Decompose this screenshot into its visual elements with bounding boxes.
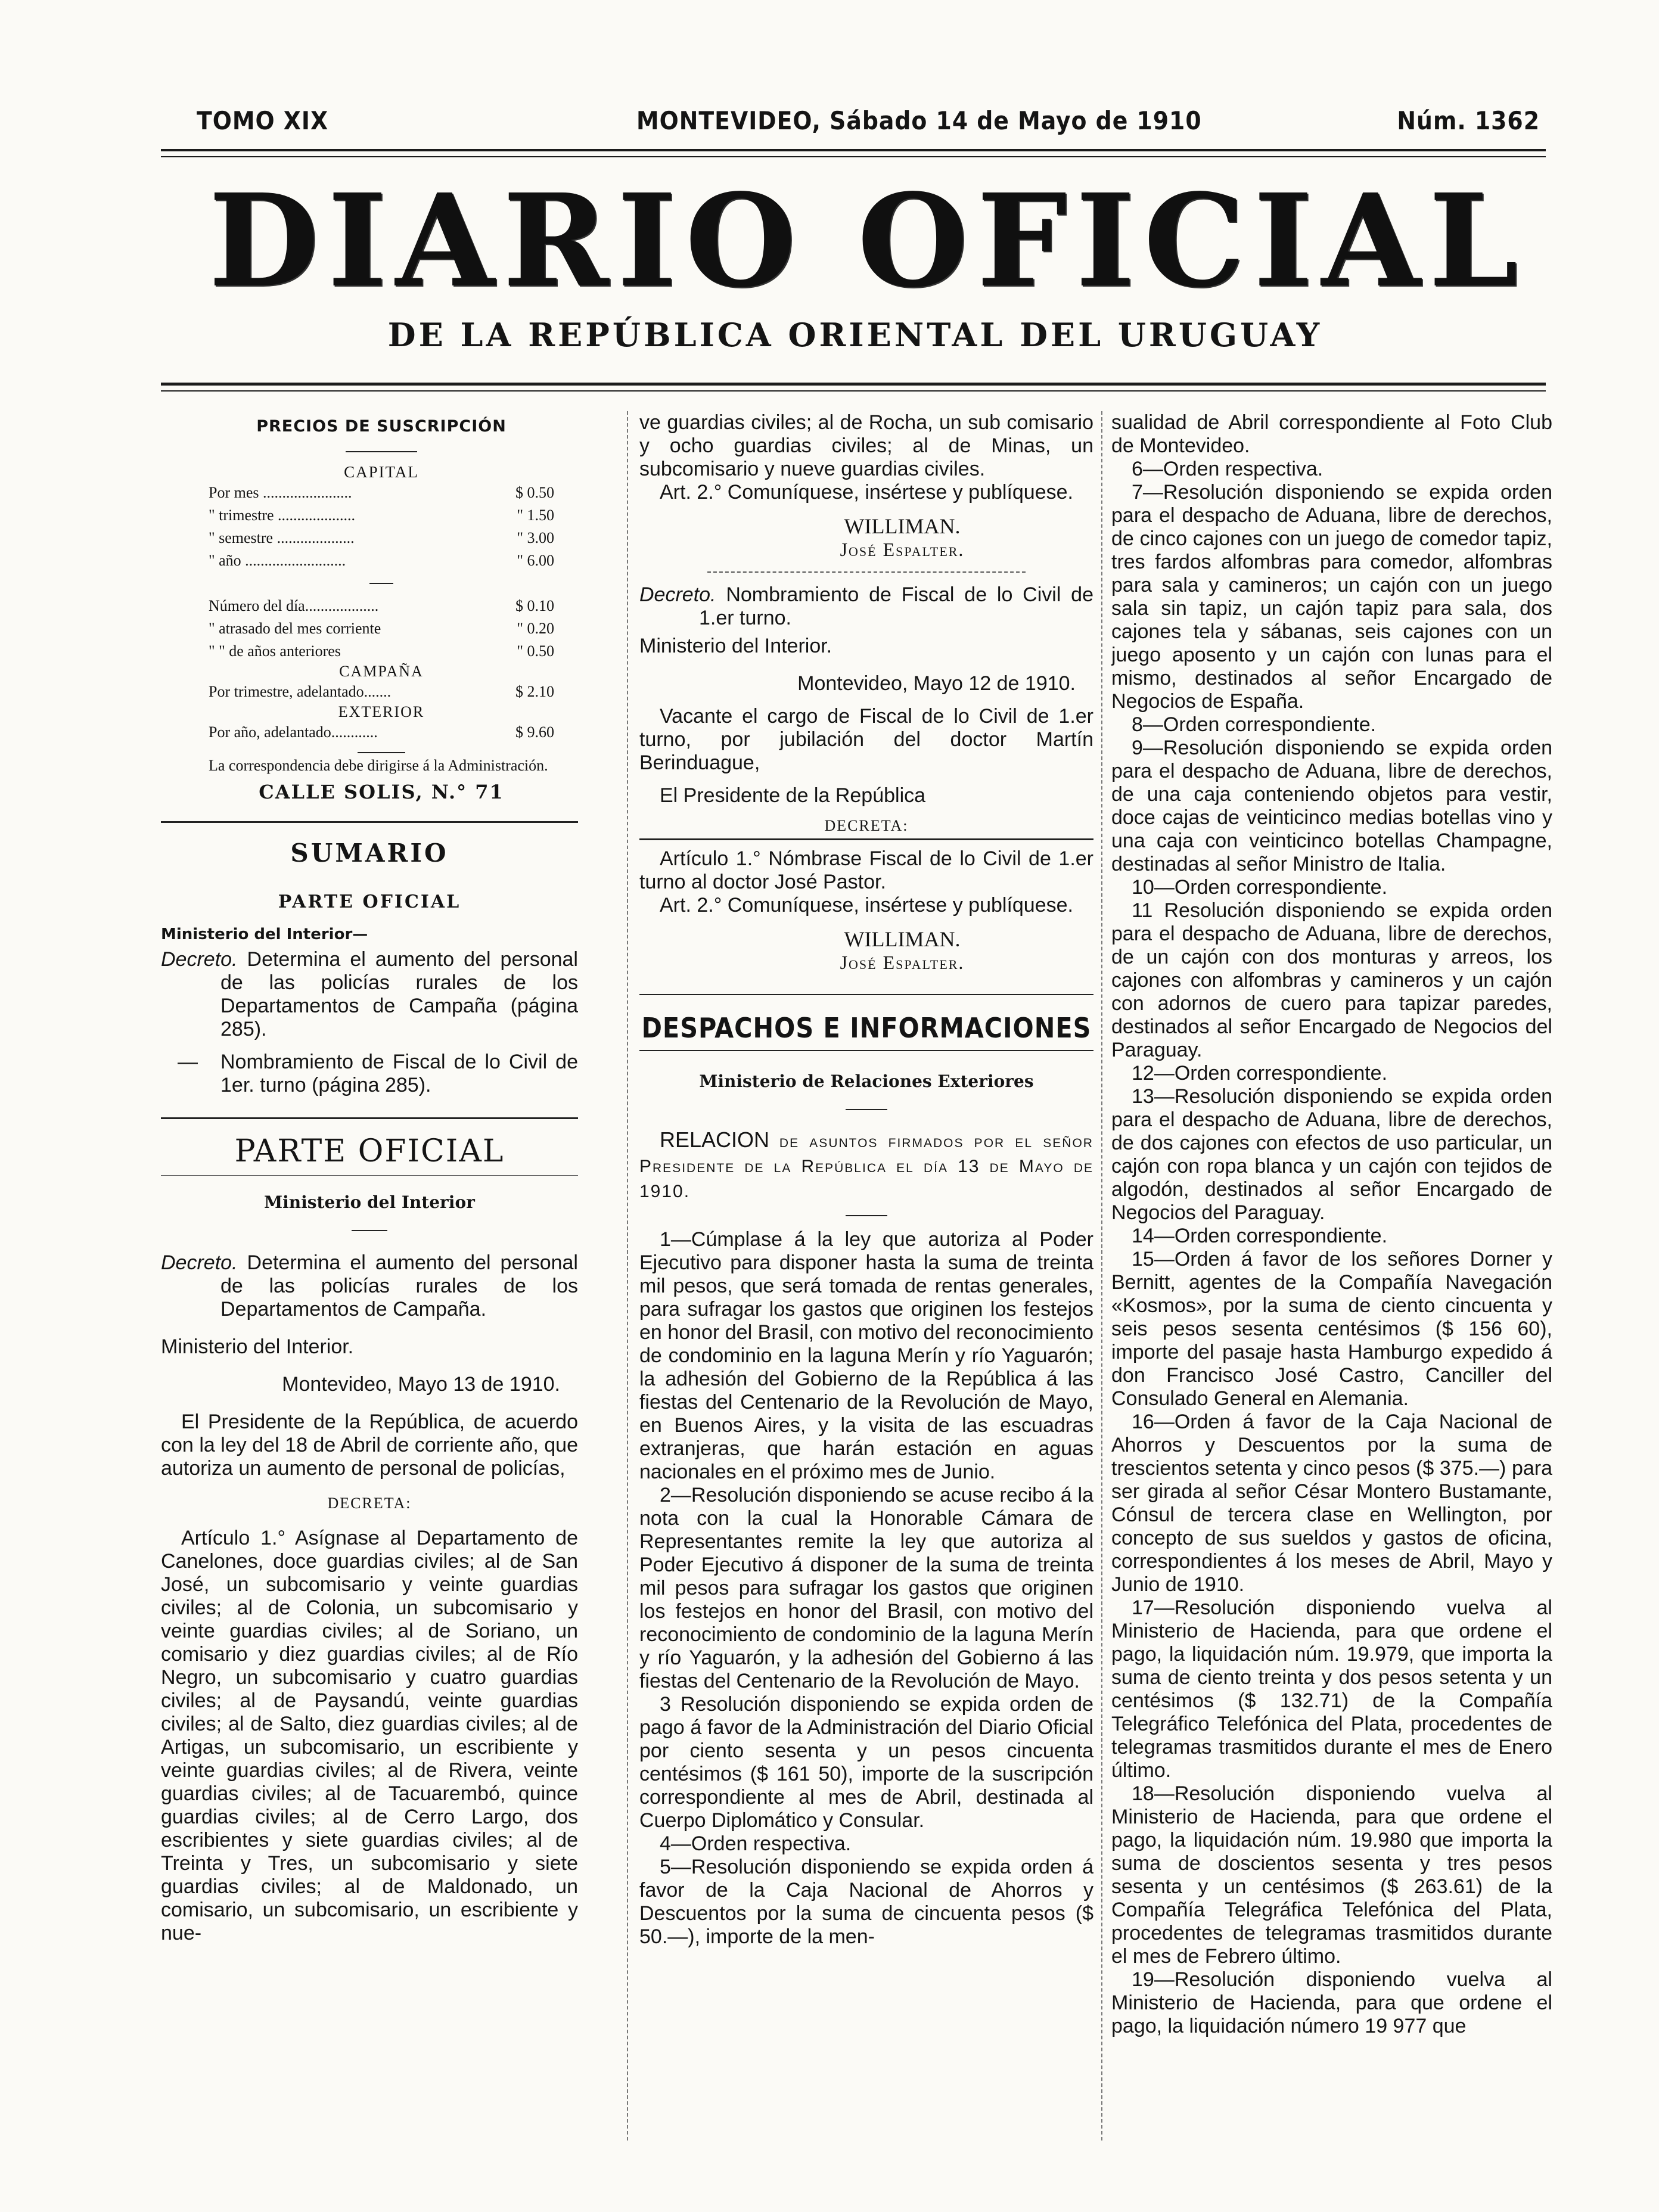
decreto-lead: Decreto. — [161, 1251, 238, 1274]
firma-williman-2: WILLIMAN. — [844, 927, 961, 951]
price-amount: " 3.00 — [517, 529, 554, 546]
price-row — [209, 617, 554, 640]
price-row — [209, 549, 554, 572]
despacho-item: 16—Orden á favor de la Caja Nacional de Ahorros y Descuentos por la suma de trescientos setenta y cinco pesos ($ 375.—) para ser girada al señor César Montero Bustamante, Cónsul de tercera clase en Wellington, por concepto de sus sueldos y gastos de oficina, correspondientes á los meses de Abril, Mayo y Junio de 1910. — [1111, 1411, 1552, 1596]
decreta-label: DECRETA: — [327, 1495, 412, 1512]
sumario-item-1-lead: Decreto. — [161, 948, 238, 971]
decreto-2-text: Nombramiento de Fiscal de lo Civil de 1.er turno. — [699, 583, 1093, 629]
preambulo: El Presidente de la República, de acuerdo con la ley del 18 de Abril de corriente año, que autoriza un aumento de personal de policías, — [161, 1411, 578, 1480]
prices-heading: PRECIOS DE SUSCRIPCIÓN — [256, 417, 507, 436]
price-label: " " de años anteriores — [209, 642, 341, 660]
price-row — [209, 721, 554, 744]
sumario-item-2 — [161, 1051, 578, 1097]
sumario-item-1 — [161, 948, 578, 1041]
price-label: " año .......................... — [209, 552, 346, 569]
decreto-text: Determina el aumento del personal de las policías rurales de los Departamentos de Campaña. — [220, 1251, 578, 1321]
masthead-title: DIARIO OFICIAL — [209, 166, 1527, 316]
decreto-2-title — [639, 583, 1093, 630]
relacion-lead: RELACION — [660, 1127, 770, 1152]
column-3 — [1111, 411, 1552, 2176]
subscription-prices — [161, 411, 578, 803]
despacho-item: 8—Orden correspondiente. — [1132, 713, 1377, 736]
despacho-item: sualidad de Abril correspondiente al Foto Club de Montevideo. — [1111, 411, 1552, 457]
decreto-fecha: Montevideo, Mayo 13 de 1910. — [282, 1373, 560, 1396]
articulo-1-b: Artículo 1.° Nómbrase Fiscal de lo Civil de 1.er turno al doctor José Pastor. — [639, 847, 1093, 893]
volume-number: TOMO XIX — [197, 106, 329, 135]
ministerio-line-2: Ministerio del Interior. — [639, 635, 832, 657]
despacho-item: 10—Orden correspondiente. — [1132, 876, 1388, 899]
sumario-parte: PARTE OFICIAL — [278, 891, 461, 912]
column-divider-1 — [627, 411, 628, 2140]
despacho-item: 5—Resolución disponiendo se expida orden á favor de la Caja Nacional de Ahorros y Descuentos por la suma de cincuenta pesos ($ 50.—), importe de la men- — [639, 1856, 1093, 1948]
despacho-item: 4—Orden respectiva. — [660, 1832, 852, 1855]
header-rule-bottom — [161, 156, 1546, 157]
despacho-item: 7—Resolución disponiendo se expida orden para el despacho de Aduana, libre de derechos, de cinco cajones con un juego de comedor tapiz, tres fardos alfombras para comedor, alfombras para sala y camineros; un cajón con un juego sala sin tapiz, un cajón tapiz para sala, dos cajones tela y sábanas, seis cajones con un juego aposento y un cajón con lunas para el mismo, destinados al señor Encargado de Negocios de España. — [1111, 481, 1552, 713]
despacho-item: 1—Cúmplase á la ley que autoriza al Poder Ejecutivo para disponer hasta la suma de treinta mil pesos, que será tomada de rentas generales, para sufragar los gastos que originen los festejos en honor del Brasil, con motivo del reconocimiento de condominio en la laguna Merín y río Yaguarón; la adhesión del Gobierno de la República á las fiestas del Centenario de la Revolución de Mayo, en Buenos Aires, y la visita de las escuadras extranjeras, que harán estación en aguas nacionales en el próximo mes de Junio. — [639, 1228, 1093, 1483]
firma-williman: WILLIMAN. — [844, 514, 961, 538]
despacho-item: 13—Resolución disponiendo se expida orden para el despacho de Aduana, libre de derechos, de dos cajones con efectos de uso particular, un cajón con ropa blanca y un cajón con tejidos de algodón, destinados al señor Encargado de Negocios del Paraguay. — [1111, 1085, 1552, 1224]
price-row — [209, 681, 554, 703]
masthead-rule — [161, 383, 1546, 386]
decreto-2-fecha: Montevideo, Mayo 12 de 1910. — [797, 672, 1076, 695]
art-2-b: Art. 2.° Comuníquese, insértese y publíquese. — [660, 894, 1073, 917]
decreto-2-lead: Decreto. — [639, 583, 716, 606]
header-rule-top — [161, 149, 1546, 151]
sumario-item-1-text: Determina el aumento del personal de las policías rurales de los Departamentos de Campaña (página 285). — [220, 948, 578, 1040]
price-label: Número del día................... — [209, 597, 379, 614]
firma-espalter: José Espalter. — [840, 539, 965, 560]
price-label: " atrasado del mes corriente — [209, 620, 381, 637]
ministerio-relaciones: Ministerio de Relaciones Exteriores — [699, 1071, 1034, 1091]
despacho-item: 19—Resolución disponiendo vuelva al Ministerio de Hacienda, para que ordene el pago, la liquidación número 19 977 que — [1111, 1968, 1552, 2037]
parte-oficial-heading: PARTE OFICIAL — [234, 1133, 505, 1169]
despacho-item: 17—Resolución disponiendo vuelva al Ministerio de Hacienda, para que ordene el pago, la liquidación núm. 19.979, que importa la suma de ciento treinta y dos pesos setenta y un centésimos ($ 132.71) de la Compañía Telegráfico Telefónica del Plata, procedentes de telegramas trasmitidos durante el mes de Enero último. — [1111, 1596, 1552, 1782]
price-row — [209, 481, 554, 504]
issue-date: MONTEVIDEO, Sábado 14 de Mayo de 1910 — [636, 106, 1202, 135]
sumario — [161, 838, 578, 1097]
despacho-item: 9—Resolución disponiendo se expida orden para el despacho de Aduana, libre de derechos, de una caja conteniendo objetos para vestir, doce cajas de veinticinco medias botellas vino y una caja con veinticinco botellas Champagne, destinadas al señor Ministro de Italia. — [1111, 737, 1552, 875]
price-row — [209, 527, 554, 549]
column-divider-2 — [1101, 411, 1102, 2140]
sumario-heading: SUMARIO — [290, 838, 449, 868]
despacho-item: 11 Resolución disponiendo se expida orden para el despacho de Aduana, libre de derechos, de un cajón con dos monturas y arreos, los cajones con alfombras y camineros y un cajón con adornos de cuero para tapizar paredes, destinados al señor Encargado de Negocios del Paraguay. — [1111, 899, 1552, 1061]
art-2: Art. 2.° Comuníquese, insértese y publíquese. — [660, 481, 1073, 504]
despacho-item: 15—Orden á favor de los señores Dorner y Bernitt, agentes de la Compañía Navegación «Kosmos», por la suma de ciento cincuenta y seis pesos sesenta centésimos ($ 156 60), importe del pasaje hasta Hamburgo expedido á don Francisco José Castro, Canciller del Consulado General en Alemania. — [1111, 1248, 1552, 1410]
despacho-item: 3 Resolución disponiendo se expida orden de pago á favor de la Administración del Diario Oficial por ciento sesenta y un pesos cincuenta centésimos ($ 161 50), importe de la suscripción correspondiente al mes de Abril, destinada al Cuerpo Diplomático y Consular. — [639, 1693, 1093, 1832]
sumario-item-2-text: Nombramiento de Fiscal de lo Civil de 1er. turno (página 285). — [220, 1051, 578, 1096]
price-label: Por trimestre, adelantado....... — [209, 683, 392, 700]
price-amount: " 0.20 — [517, 620, 554, 637]
price-amount: $ 0.50 — [515, 484, 554, 501]
price-label: " semestre .................... — [209, 529, 355, 546]
issue-number: Núm. 1362 — [1397, 106, 1540, 135]
price-label: Por año, adelantado............ — [209, 723, 378, 741]
exterior-prices-table — [209, 721, 554, 744]
decreto-title — [161, 1251, 578, 1321]
exterior-label: EXTERIOR — [338, 703, 425, 720]
decreta-label-2: DECRETA: — [824, 817, 909, 834]
header-line — [197, 106, 1540, 142]
despacho-item: 12—Orden correspondiente. — [1132, 1062, 1388, 1085]
correspondence-note: La correspondencia debe dirigirse á la Administración. — [209, 757, 548, 774]
relacion-title — [639, 1128, 1093, 1203]
sumario-item-2-dash: — — [178, 1051, 198, 1073]
address: CALLE SOLIS, N.° 71 — [259, 781, 504, 803]
presidente: El Presidente de la República — [660, 784, 926, 807]
vacante: Vacante el cargo de Fiscal de lo Civil de 1.er turno, por jubilación del doctor Martín Berinduague, — [639, 705, 1093, 774]
ministerio-line: Ministerio del Interior. — [161, 1335, 354, 1358]
capital-label: CAPITAL — [344, 463, 419, 481]
price-amount: $ 0.10 — [515, 597, 554, 614]
articulo-1: Artículo 1.° Asígnase al Departamento de Canelones, doce guardias civiles; al de San José, un subcomisario y veinte guardias civiles; al de Colonia, un subcomisario y veinte guardias civiles; al de Soriano, un comisario y diez guardias civiles; al de Río Negro, un subcomisario y cuatro guardias civiles; al de Paysandú, veinte guardias civiles; al de Salto, diez guardias civiles; al de Artigas, un subcomisario, un escribiente y veinte guardias civiles; al de Rivera, veinte guardias civiles; al de Tacuarembó, quince guardias civiles; al de Cerro Largo, dos escribientes y siete guardias civiles; al de Treinta y Tres, un subcomisario y siete guardias civiles; al de Maldonado, un comisario, un subcomisario, un escribiente y nue- — [161, 1527, 578, 1944]
despacho-item: 2—Resolución disponiendo se acuse recibo á la nota con la cual la Honorable Cámara de Representantes remite la ley que autoriza al Poder Ejecutivo á disponer de la suma de treinta mil pesos para sufragar los gastos que originen los festejos en honor del Brasil, con motivo del reconocimiento de condominio de la laguna Merín y río Yaguarón, y la adhesión del Gobierno á las fiestas del Centenario de la Revolución de Mayo. — [639, 1484, 1093, 1692]
despacho-item: 18—Resolución disponiendo vuelva al Ministerio de Hacienda, para que ordene el pago, la liquidación núm. 19.980 que importa la suma de doscientos sesenta y tres pesos sesenta y un centésimos ($ 263.61) de la Compañía Telegráfica Telefónica del Plata, procedentes de telegramas trasmitidos durante el mes de Febrero último. — [1111, 1782, 1552, 1968]
price-amount: " 0.50 — [517, 642, 554, 660]
parte-oficial-ministerio: Ministerio del Interior — [264, 1192, 475, 1212]
price-label: Por mes ....................... — [209, 484, 352, 501]
price-amount: $ 9.60 — [515, 723, 554, 741]
price-row — [209, 595, 554, 617]
capital-prices-table — [209, 481, 554, 572]
despachos-heading: DESPACHOS E INFORMACIONES — [641, 1012, 1092, 1044]
masthead-rule-thin — [161, 390, 1546, 392]
sumario-ministerio: Ministerio del Interior— — [161, 925, 368, 943]
price-amount: " 1.50 — [517, 507, 554, 524]
despacho-item: 6—Orden respectiva. — [1132, 458, 1324, 480]
column-2 — [639, 411, 1093, 2176]
campana-label: CAMPAÑA — [339, 663, 424, 680]
column-1 — [161, 411, 578, 2176]
price-row — [209, 504, 554, 527]
masthead-subtitle: DE LA REPÚBLICA ORIENTAL DEL URUGUAY — [387, 316, 1323, 354]
campana-prices-table — [209, 681, 554, 703]
parte-oficial — [161, 1133, 578, 1945]
price-label: " trimestre .................... — [209, 507, 356, 524]
price-amount: " 6.00 — [517, 552, 554, 569]
relacion-text: de asuntos firmados por el señor Presidente de la República el día 13 de Mayo de 1910. — [639, 1132, 1093, 1201]
firma-espalter-2: José Espalter. — [840, 952, 965, 973]
price-row — [209, 640, 554, 663]
issue-prices-table — [209, 595, 554, 663]
despacho-item: 14—Orden correspondiente. — [1132, 1225, 1388, 1247]
articulo-1-continuation: ve guardias civiles; al de Rocha, un sub comisario y ocho guardias civiles; al de Minas, un subcomisario y nueve guardias civiles. — [639, 411, 1093, 480]
price-amount: $ 2.10 — [515, 683, 554, 700]
